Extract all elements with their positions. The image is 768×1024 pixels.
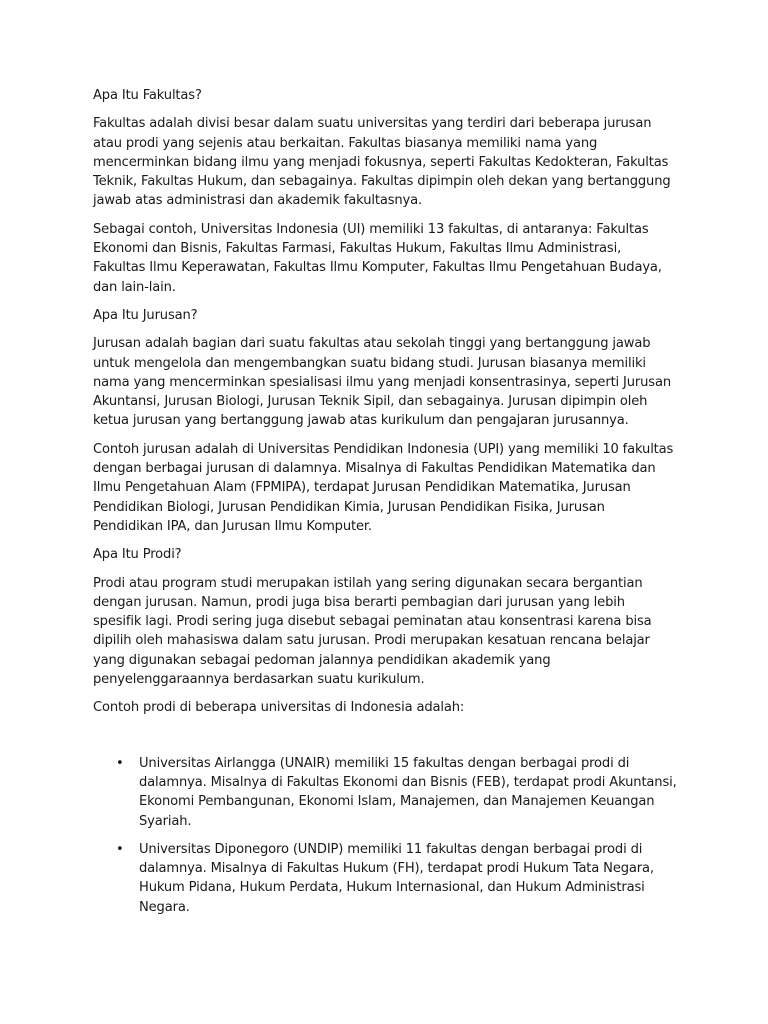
list-item-text: Universitas Airlangga (UNAIR) memiliki 15 fakultas dengan berbagai prodi di dalamnya. Misalnya di Fakultas Ekonomi dan Bisnis (FEB), terdapat prodi Akuntansi, Ekonomi Pembangunan, Ekonomi Islam, Manajemen, dan Manajemen Keuangan Syariah. xyxy=(139,755,677,829)
document-page xyxy=(93,86,677,926)
paragraph-fakultas-definition: Fakultas adalah divisi besar dalam suatu universitas yang terdiri dari beberapa jurusan atau prodi yang sejenis atau berkaitan. Fakultas biasanya memiliki nama yang mencerminkan bidang ilmu yang menjadi fokusnya, seperti Fakultas Kedokteran, Fakultas Teknik, Fakultas Hukum, dan sebagainya. Fakultas dipimpin oleh dekan yang bertanggung jawab atas administrasi dan akademik fakultasnya. xyxy=(93,116,671,209)
heading-prodi: Apa Itu Prodi? xyxy=(93,547,182,563)
paragraph-jurusan-example: Contoh jurusan adalah di Universitas Pendidikan Indonesia (UPI) yang memiliki 10 fakultas dengan berbagai jurusan di dalamnya. Misalnya di Fakultas Pendidikan Matematika dan Ilmu Pengetahuan Alam (FPMIPA), terdapat Jurusan Pendidikan Matematika, Jurusan Pendidikan Biologi, Jurusan Pendidikan Kimia, Jurusan Pendidikan Fisika, Jurusan Pendidikan IPA, dan Jurusan Ilmu Komputer. xyxy=(93,441,674,534)
list-item xyxy=(93,754,677,831)
list-item xyxy=(93,840,677,917)
paragraph-jurusan-definition: Jurusan adalah bagian dari suatu fakultas atau sekolah tinggi yang bertanggung jawab untuk mengelola dan mengembangkan suatu bidang studi. Jurusan biasanya memiliki nama yang mencerminkan spesialisasi ilmu yang menjadi konsentrasinya, seperti Jurusan Akuntansi, Jurusan Biologi, Jurusan Teknik Sipil, dan sebagainya. Jurusan dipimpin oleh ketua jurusan yang bertanggung jawab atas kurikulum dan pengajaran jurusannya. xyxy=(93,336,671,429)
heading-fakultas: Apa Itu Fakultas? xyxy=(93,88,202,103)
bullet-icon: • xyxy=(116,755,124,771)
prodi-example-list xyxy=(93,754,677,917)
paragraph-prodi-examples-intro: Contoh prodi di beberapa universitas di Indonesia adalah: xyxy=(93,700,465,716)
heading-jurusan: Apa Itu Jurusan? xyxy=(93,307,198,323)
list-item-text: Universitas Diponegoro (UNDIP) memiliki 11 fakultas dengan berbagai prodi di dalamnya. Misalnya di Fakultas Hukum (FH), terdapat prodi Hukum Tata Negara, Hukum Pidana, Hukum Perdata, Hukum Internasional, dan Hukum Administrasi Negara. xyxy=(139,841,654,915)
paragraph-prodi-definition: Prodi atau program studi merupakan istilah yang sering digunakan secara bergantian dengan jurusan. Namun, prodi juga bisa berarti pembagian dari jurusan yang lebih spesifik lagi. Prodi sering juga disebut sebagai peminatan atau konsentrasi karena bisa dipilih oleh mahasiswa dalam satu jurusan. Prodi merupakan kesatuan rencana belajar yang digunakan sebagai pedoman jalannya pendidikan akademik yang penyelenggaraannya berdasarkan suatu kurikulum. xyxy=(93,575,652,688)
paragraph-fakultas-example: Sebagai contoh, Universitas Indonesia (UI) memiliki 13 fakultas, di antaranya: Fakultas Ekonomi dan Bisnis, Fakultas Farmasi, Fakultas Hukum, Fakultas Ilmu Administrasi, Fakultas Ilmu Keperawatan, Fakultas Ilmu Komputer, Fakultas Ilmu Pengetahuan Budaya, dan lain-lain. xyxy=(93,221,662,295)
bullet-icon: • xyxy=(116,841,124,857)
